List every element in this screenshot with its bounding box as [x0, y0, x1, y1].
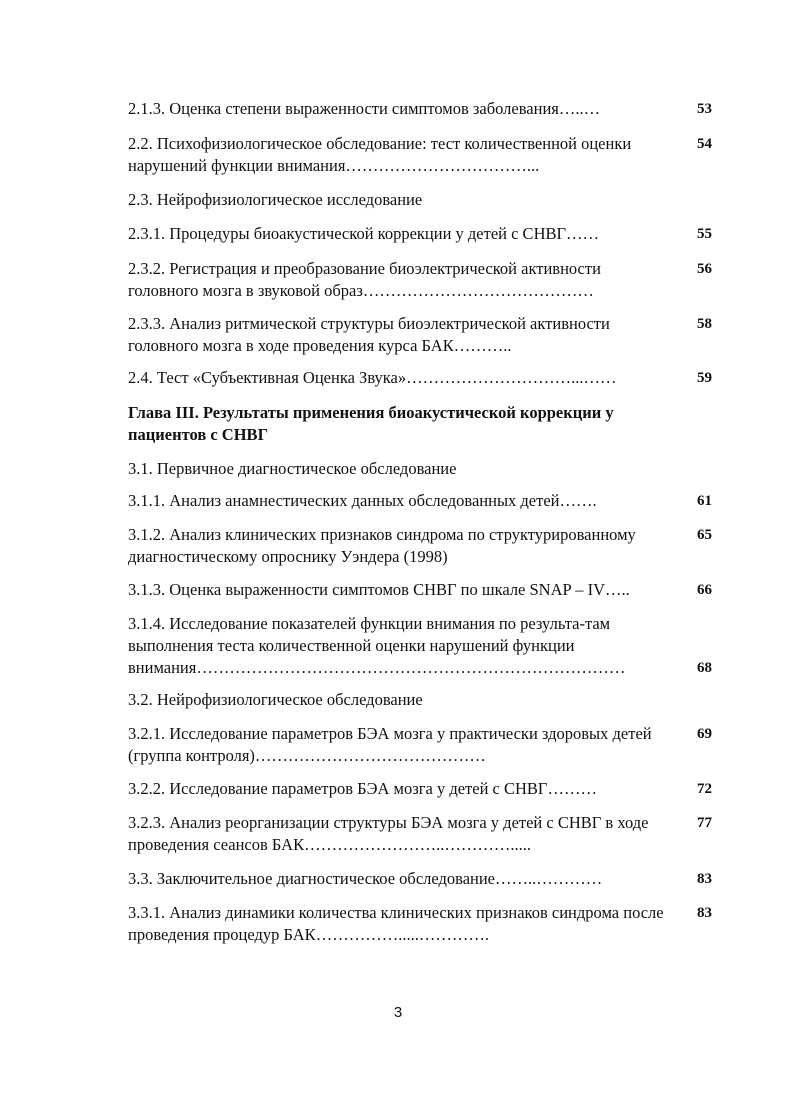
toc-page-number: 83 — [697, 871, 712, 887]
toc-entry[interactable] — [128, 367, 718, 389]
toc-entry[interactable] — [128, 258, 718, 302]
toc-entry-text: 3.2. Нейрофизиологическое обследование — [128, 690, 423, 709]
toc-entry[interactable] — [128, 613, 718, 679]
toc-entry-text: 3.2.2. Исследование параметров БЭА мозга у детей с СНВГ……… — [128, 779, 597, 798]
toc-section-heading[interactable] — [128, 189, 718, 211]
toc-page-number: 69 — [697, 726, 712, 742]
toc-entry-text: 3.1.3. Оценка выраженности симптомов СНВГ по шкале SNAP – IV….. — [128, 580, 630, 599]
toc-entry[interactable] — [128, 223, 718, 245]
toc-page-number: 68 — [697, 660, 712, 676]
toc-entry[interactable] — [128, 524, 718, 568]
toc-entry-text: 2.2. Психофизиологическое обследование: тест количественной оценки нарушений функции внимания……………………………... — [128, 134, 632, 175]
toc-entry[interactable] — [128, 133, 718, 177]
toc-entry-text: 3.3. Заключительное диагностическое обследование……..………… — [128, 869, 603, 888]
toc-chapter-heading[interactable] — [128, 402, 718, 446]
toc-entry[interactable] — [128, 313, 718, 357]
toc-entry[interactable] — [128, 902, 718, 946]
toc-page-number: 59 — [697, 370, 712, 386]
toc-entry-text: 2.3. Нейрофизиологическое исследование — [128, 190, 423, 209]
toc-entry[interactable] — [128, 812, 718, 856]
toc-page-number: 55 — [697, 226, 712, 242]
toc-entry[interactable] — [128, 98, 718, 120]
toc-page-number: 56 — [697, 261, 712, 277]
toc-page-number: 66 — [697, 582, 712, 598]
toc-page-number: 53 — [697, 101, 712, 117]
toc-page-number: 54 — [697, 136, 712, 152]
toc-entry-text: 2.3.1. Процедуры биоакустической коррекции у детей с СНВГ…… — [128, 224, 600, 243]
toc-page-number: 72 — [697, 781, 712, 797]
toc-entry-text: 3.1. Первичное диагностическое обследование — [128, 459, 457, 478]
page-number-footer: 3 — [393, 1004, 403, 1021]
toc-entry-text: 3.2.1. Исследование параметров БЭА мозга у практически здоровых детей (группа контроля)…………………………………… — [128, 724, 652, 765]
toc-entry[interactable] — [128, 778, 718, 800]
toc-page-number: 65 — [697, 527, 712, 543]
toc-entry[interactable] — [128, 723, 718, 767]
toc-entry-text: 2.3.2. Регистрация и преобразование биоэлектрической активности головного мозга в звуковой образ…………………………………… — [128, 259, 601, 300]
toc-entry-text: 2.1.3. Оценка степени выраженности симптомов заболевания…..… — [128, 99, 601, 118]
toc-entry-text: Глава III. Результаты применения биоакустической коррекции у пациентов с СНВГ — [128, 403, 614, 444]
toc-entry-text: 3.1.1. Анализ анамнестических данных обследованных детей……. — [128, 491, 597, 510]
toc-entry-text: 2.3.3. Анализ ритмической структуры биоэлектрической активности головного мозга в ходе проведения курса БАК……….. — [128, 314, 610, 355]
toc-entry-text: 3.1.4. Исследование показателей функции внимания по результа-там выполнения теста количественной оценки нарушений функции внимания…………………………………………………………………… — [128, 614, 626, 677]
toc-entry-text: 2.4. Тест «Субъективная Оценка Звука»…………………………...…… — [128, 368, 617, 387]
toc-section-heading[interactable] — [128, 689, 718, 711]
toc-entry-text: 3.3.1. Анализ динамики количества клинических признаков синдрома после проведения процедур БАК…………….....…………. — [128, 903, 664, 944]
toc-page-number: 61 — [697, 493, 712, 509]
toc-section-heading[interactable] — [128, 458, 718, 480]
toc-entry[interactable] — [128, 490, 718, 512]
toc-entry-text: 3.1.2. Анализ клинических признаков синдрома по структурированному диагностическому опроснику Уэндера (1998) — [128, 525, 636, 566]
toc-entry-text: 3.2.3. Анализ реорганизации структуры БЭА мозга у детей с СНВГ в ходе проведения сеансов БАК……………………..…………..... — [128, 813, 649, 854]
toc-entry[interactable] — [128, 579, 718, 601]
toc-page-number: 58 — [697, 316, 712, 332]
toc-page-number: 83 — [697, 905, 712, 921]
toc-entry[interactable] — [128, 868, 718, 890]
toc-page-number: 77 — [697, 815, 712, 831]
